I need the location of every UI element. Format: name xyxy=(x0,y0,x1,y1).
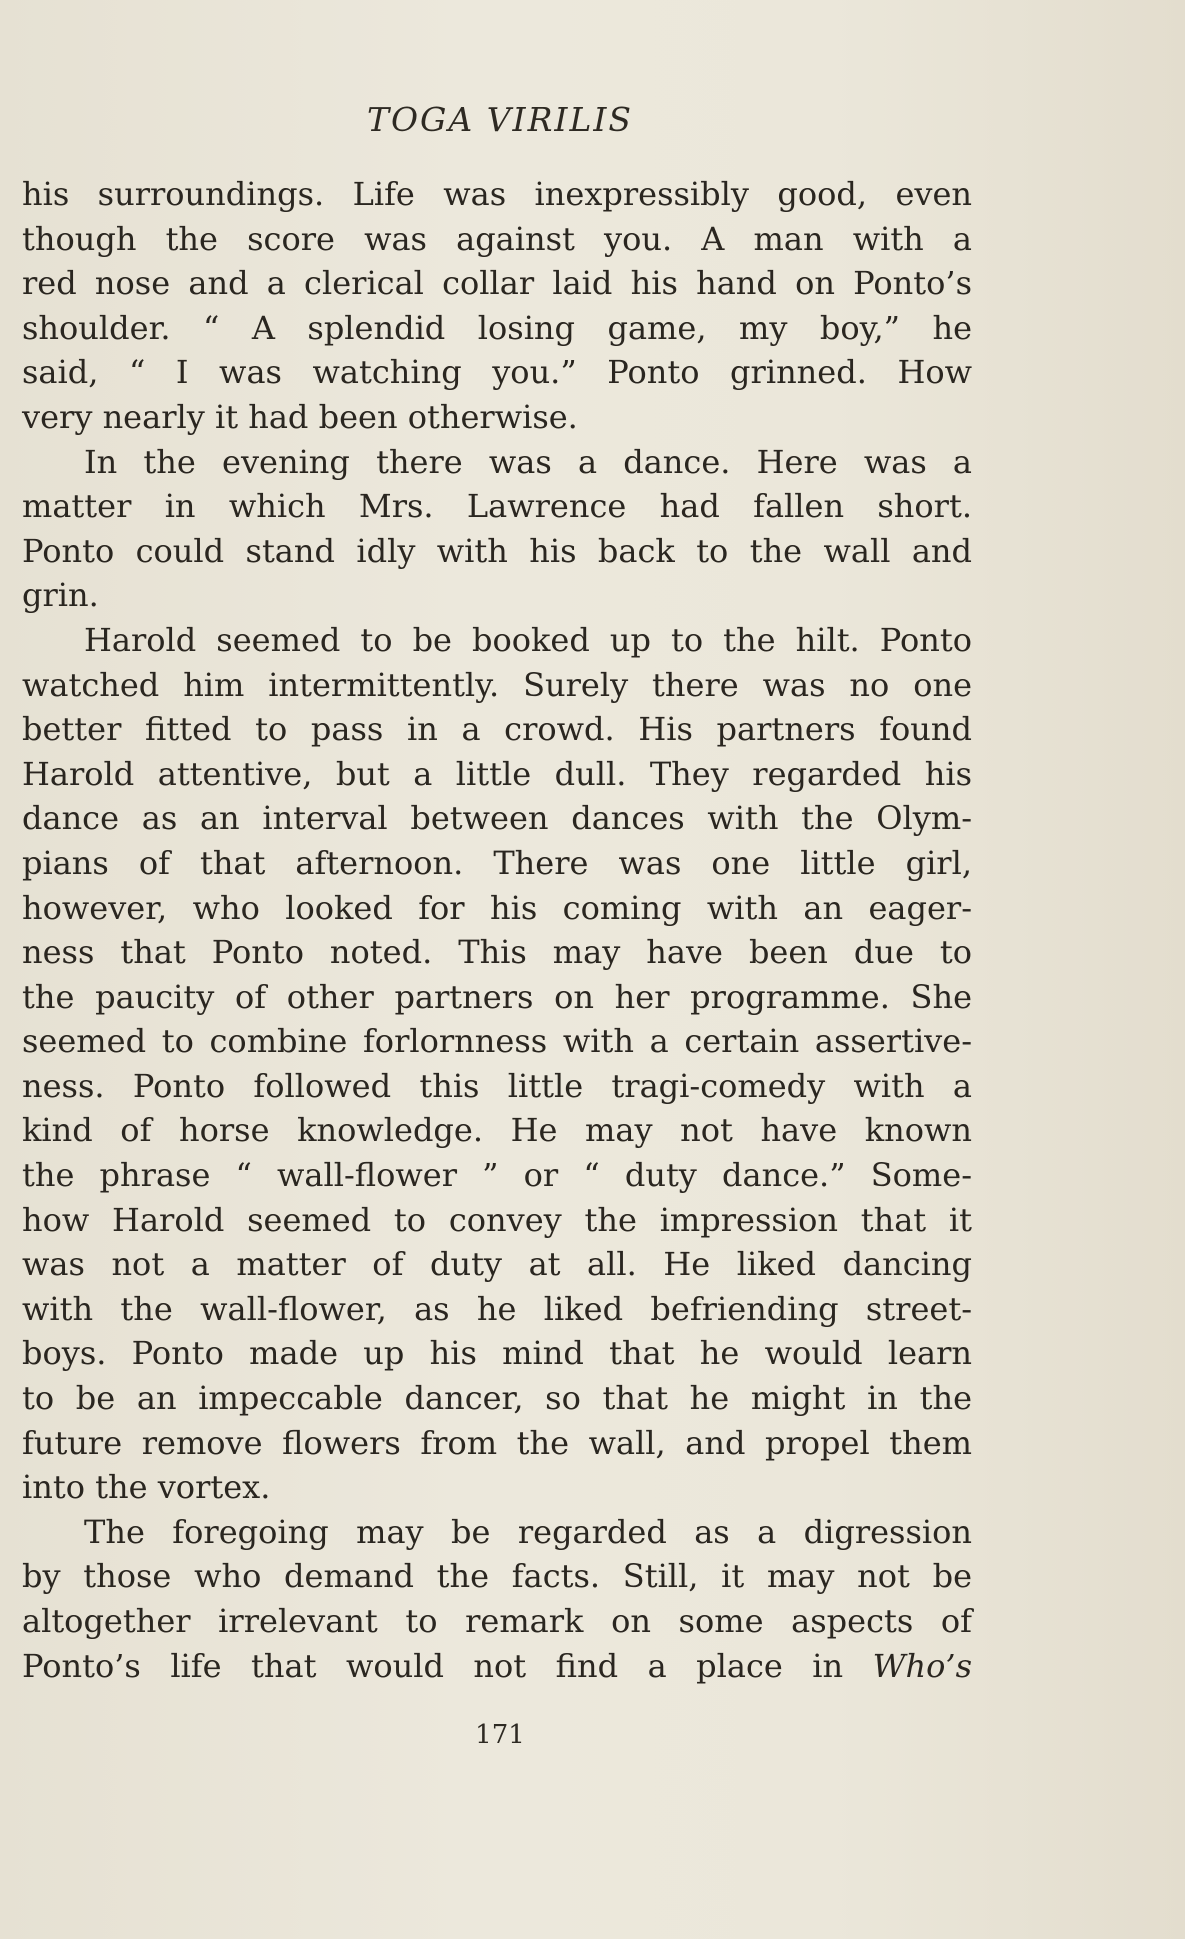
text-line-content: Harold seemed to be booked up to the hilt. Ponto xyxy=(84,620,972,659)
text-line xyxy=(22,1421,972,1466)
text-line xyxy=(22,1242,972,1287)
text-line xyxy=(22,440,972,485)
text-line-content: with the wall-flower, as he liked befriending street- xyxy=(22,1289,972,1328)
text-line-content: boys. Ponto made up his mind that he would learn xyxy=(22,1334,972,1373)
text-line-content: altogether irrelevant to remark on some aspects of xyxy=(22,1602,972,1640)
text-line xyxy=(22,395,972,440)
text-line xyxy=(22,1108,972,1153)
text-line xyxy=(22,573,972,618)
text-line xyxy=(22,217,972,262)
text-line-italic: Who’s xyxy=(872,1646,973,1685)
text-line xyxy=(22,1153,972,1198)
text-line-content: however, who looked for his coming with an eager- xyxy=(22,888,972,927)
text-line-content: Ponto’s life that would not find a place in xyxy=(22,1646,844,1685)
text-line-content: watched him intermittently. Surely there was no one xyxy=(22,665,972,704)
text-line xyxy=(22,1331,972,1376)
text-line xyxy=(22,306,972,351)
text-line xyxy=(22,1064,972,1109)
text-line-content: pians of that afternoon. There was one little girl, xyxy=(22,843,972,882)
text-line-content: the paucity of other partners on her programme. She xyxy=(22,977,972,1016)
text-line xyxy=(22,930,972,975)
text-line-content: his surroundings. Life was inexpressibly good, even xyxy=(22,175,972,213)
text-line xyxy=(22,886,972,931)
text-line xyxy=(22,975,972,1020)
text-line-content: by those who demand the facts. Still, it may not be xyxy=(22,1557,972,1596)
text-line xyxy=(22,841,972,886)
text-line xyxy=(22,663,972,708)
text-line xyxy=(22,484,972,529)
text-line-content: Ponto could stand idly with his back to the wall and xyxy=(22,531,972,570)
text-line-content: ness. Ponto followed this little tragi-comedy with a xyxy=(22,1066,972,1105)
text-line-content: was not a matter of duty at all. He liked dancing xyxy=(22,1245,972,1284)
text-line-content: seemed to combine forlornness with a certain assertive- xyxy=(22,1022,972,1061)
text-line xyxy=(22,529,972,574)
text-line xyxy=(22,261,972,306)
text-line-content: Harold attentive, but a little dull. They regarded his xyxy=(22,754,972,793)
text-line-content: though the score was against you. A man with a xyxy=(22,219,972,258)
text-line xyxy=(22,796,972,841)
text-line xyxy=(22,707,972,752)
text-line xyxy=(22,1465,972,1510)
text-line-content: future remove flowers from the wall, and propel them xyxy=(22,1423,972,1462)
text-line xyxy=(22,1019,972,1064)
text-line xyxy=(22,1287,972,1332)
text-line-content: the phrase “ wall-flower ” or “ duty dance.” Some- xyxy=(22,1156,972,1195)
text-line-content: to be an impeccable dancer, so that he might in the xyxy=(22,1379,972,1418)
text-line xyxy=(22,1198,972,1243)
text-line-content: better fitted to pass in a crowd. His partners found xyxy=(22,710,972,749)
text-line xyxy=(22,1554,972,1599)
text-line xyxy=(22,1599,972,1644)
text-line-content: matter in which Mrs. Lawrence had fallen short. xyxy=(22,487,972,526)
text-line-content: shoulder. “ A splendid losing game, my boy,” he xyxy=(22,308,972,347)
text-line-content: The foregoing may be regarded as a digression xyxy=(84,1512,972,1551)
running-head: TOGA VIRILIS xyxy=(366,100,634,139)
text-line-content: very nearly it had been otherwise. xyxy=(22,397,578,436)
text-line xyxy=(22,618,972,663)
text-line-content: In the evening there was a dance. Here was a xyxy=(84,442,972,481)
page-number: 171 xyxy=(475,1720,525,1750)
text-line-content: kind of horse knowledge. He may not have known xyxy=(22,1111,972,1150)
text-line xyxy=(22,1644,972,1689)
text-line-content: dance as an interval between dances with the Olym- xyxy=(22,799,972,838)
text-line xyxy=(22,172,972,217)
text-line xyxy=(22,752,972,797)
text-line-content: how Harold seemed to convey the impression that it xyxy=(22,1200,972,1239)
text-line xyxy=(22,350,972,395)
text-line-content: into the vortex. xyxy=(22,1468,271,1507)
text-line-content: said, “ I was watching you.” Ponto grinned. How xyxy=(22,353,972,392)
body-text xyxy=(22,172,972,1688)
text-line-content: ness that Ponto noted. This may have been due to xyxy=(22,933,972,972)
text-line-content: grin. xyxy=(22,576,99,615)
text-line xyxy=(22,1510,972,1555)
text-line-content: red nose and a clerical collar laid his hand on Ponto’s xyxy=(22,264,972,303)
text-line xyxy=(22,1376,972,1421)
